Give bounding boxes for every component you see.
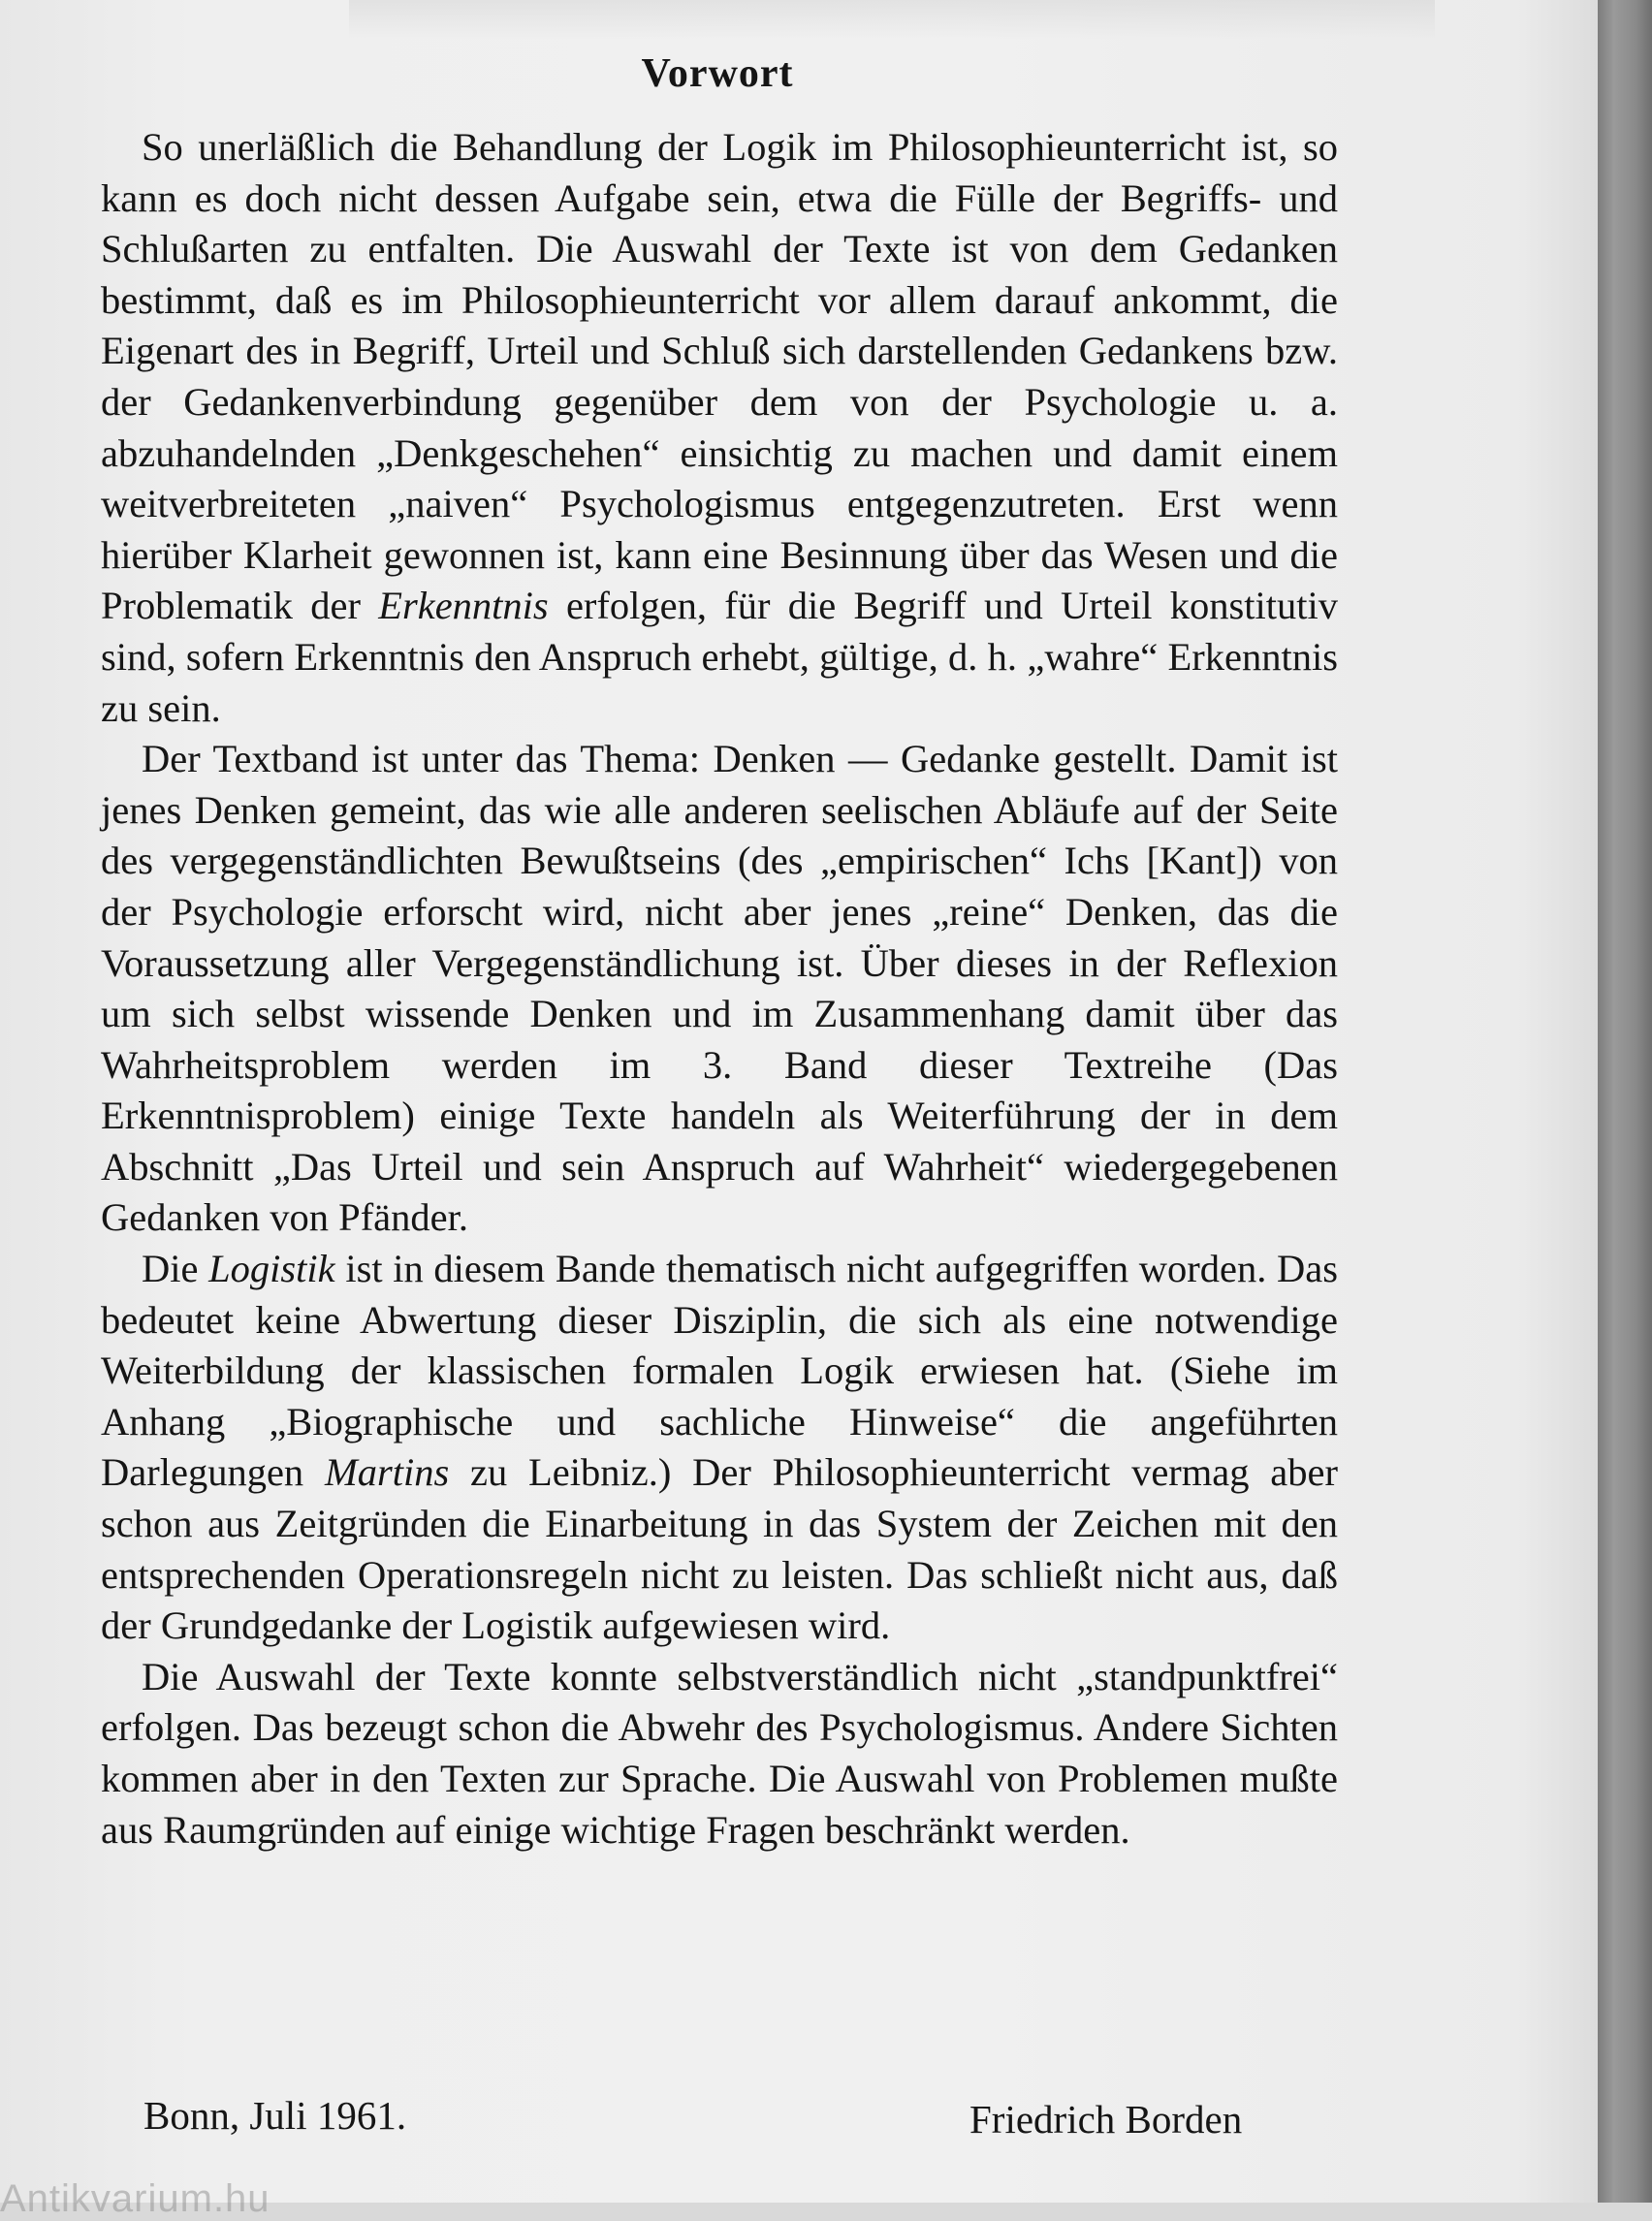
paragraph	[101, 122, 1338, 734]
author-signature: Friedrich Borden	[969, 2097, 1243, 2142]
watermark: Antikvarium.hu	[0, 2177, 270, 2220]
paragraph	[101, 1652, 1338, 1856]
body-text	[101, 122, 1338, 1856]
text-run: Der Textband ist unter das Thema: Denken — Gedanke gestellt. Damit ist jenes Denken gemeint, das wie alle anderen seelischen Abläufe auf der Seite des vergegenständlichten Bewußtseins (des „empirischen“ Ichs [Kant]) von der Psychologie erforscht wird, nicht aber jenes „reine“ Denken, das die Voraussetzung aller Vergegenständlichung ist. Über dieses in der Reflexion um sich selbst wissende Denken und im Zusammenhang damit über das Wahrheitsproblem werden im 3. Band dieser Textreihe (Das Erkenntnisproblem) einige Texte handeln als Weiterführung der in dem Abschnitt „Das Urteil und sein Anspruch auf Wahrheit“ wiedergegebenen Gedanken von Pfänder.	[101, 737, 1338, 1240]
italic-term-logistik: Logistik	[208, 1247, 335, 1291]
paragraph	[101, 734, 1338, 1244]
text-run: ist in diesem Bande thematisch nicht aufgegriffen worden. Das bedeutet keine Abwertung dieser Disziplin, die sich als eine notwendige Weiterbildung der klassischen formalen Logik erwiesen hat. (Siehe im Anhang „Biographische und sachliche Hinweise“ die angeführten Darlegungen	[101, 1247, 1338, 1495]
text-run: erfolgen, für die Begriff und Urteil konstitutiv sind, sofern Erkenntnis den Anspruch erhebt, gültige, d. h. „wahre“ Erkenntnis zu sein.	[101, 584, 1338, 730]
text-run: Die	[142, 1247, 209, 1291]
text-run: Die Auswahl der Texte konnte selbstverständlich nicht „standpunktfrei“ erfolgen. Das bezeugt schon die Abwehr des Psychologismus. Andere Sichten kommen aber in den Texten zur Sprache. Die Auswahl von Problemen mußte aus Raumgründen auf einige wichtige Fragen beschränkt werden.	[101, 1654, 1338, 1852]
book-gutter-shadow	[1598, 0, 1652, 2203]
italic-name-martins: Martins	[324, 1450, 450, 1495]
italic-term-erkenntnis: Erkenntnis	[378, 584, 549, 628]
paragraph	[101, 1244, 1338, 1652]
place-date: Bonn, Juli 1961.	[143, 2093, 407, 2138]
text-run: zu Leibniz.) Der Philosophieunterricht vermag aber schon aus Zeitgründen die Einarbeitung in das System der Zeichen mit den entsprechenden Operationsregeln nicht zu leisten. Das schließt nicht aus, daß der Grundgedanke der Logistik aufgewiesen wird.	[101, 1450, 1338, 1648]
page-title: Vorwort	[641, 51, 794, 96]
text-run: So unerläßlich die Behandlung der Logik im Philosophieunterricht ist, so kann es doch nicht dessen Aufgabe sein, etwa die Fülle der Begriffs- und Schlußarten zu entfalten. Die Auswahl der Texte ist von dem Gedanken bestimmt, daß es im Philosophieunterricht vor allem darauf ankommt, die Eigenart des in Begriff, Urteil und Schluß sich darstellenden Gedankens bzw. der Gedankenverbindung gegenüber dem von der Psychologie u. a. abzuhandelnden „Denkgeschehen“ einsichtig zu machen und damit einem weitverbreiteten „naiven“ Psychologismus entgegenzutreten. Erst wenn hierüber Klarheit gewonnen ist, kann eine Besinnung über das Wesen und die Problematik der	[101, 125, 1338, 628]
show-through	[349, 0, 1435, 39]
